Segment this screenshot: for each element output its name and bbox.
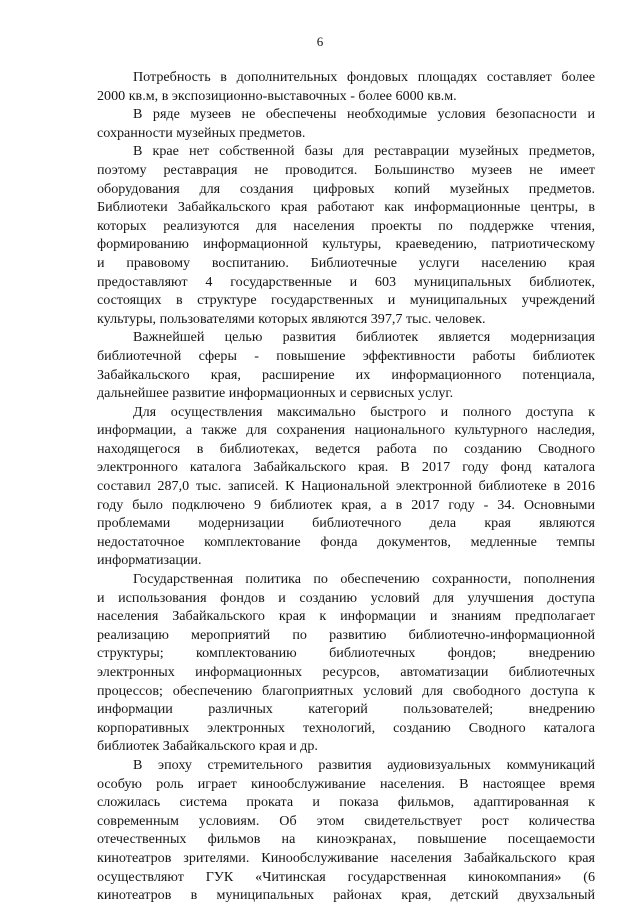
text-line: информатизации. [97,552,202,569]
text-line: процессов; обеспечению благоприятных условий для свободного доступа к [97,682,595,699]
text-line: электронного каталога Забайкальского края. В 2017 году фонд каталога [97,459,595,476]
text-line: проблемами модернизации библиотечного дела края являются [97,515,595,532]
text-line: формированию информационной культуры, краеведению, патриотическому [97,236,595,253]
text-line: Потребность в дополнительных фондовых площадях составляет более [133,69,595,85]
text-line: находящегося в библиотеках, ведется работа по созданию Сводного [97,440,595,457]
paragraph [97,142,595,328]
paragraph [97,403,595,570]
document-body [97,68,595,905]
text-line: особую роль играет кинообслуживание населения. В настоящее время [97,775,595,792]
text-line: современным условиям. Об этом свидетельствует рост количества [97,812,595,829]
text-line: библиотек Забайкальского края и др. [97,738,318,755]
text-line: библиотечной сферы - повышение эффективности работы библиотек [97,347,595,364]
text-line: и использования фондов и созданию условий для улучшения доступа [97,589,595,606]
text-line: Важнейшей целью развития библиотек является модернизация [133,329,595,346]
text-line: В крае нет собственной базы для реставрации музейных предметов, [133,143,595,160]
text-line: Библиотеки Забайкальского края работают как информационные центры, в [97,199,595,216]
text-line: В эпоху стремительного развития аудиовизуальных коммуникаций [133,756,595,773]
text-line: которых реализуются для населения проекты по поддержке чтения, [97,217,595,234]
text-line: корпоративных электронных технологий, созданию Сводного каталога [97,719,595,736]
text-line: кинотеатров в муниципальных районах края, детский двухзальный [97,887,595,904]
text-line: Забайкальского края, расширение их информационного потенциала, [97,366,595,383]
paragraph [97,68,595,105]
paragraph [97,570,595,756]
text-line: информации различных категорий пользователей; внедрению [97,701,595,718]
text-line: осуществляют ГУК «Читинская государственная кинокомпания» (6 [97,868,595,885]
text-line: состоящих в структуре государственных и муниципальных учреждений [97,292,595,309]
text-line: 2000 кв.м, в экспозиционно-выставочных - более 6000 кв.м. [97,87,457,104]
text-line: Государственная политика по обеспечению сохранности, пополнения [133,571,595,588]
text-line: недостаточное комплектование фонда документов, медленные темпы [97,533,595,550]
paragraph [97,105,595,142]
text-line: структуры; комплектованию библиотечных фондов; внедрению [97,645,595,662]
text-line: отечественных фильмов на киноэкранах, повышение посещаемости [97,831,595,848]
text-line: сложилась система проката и показа фильмов, адаптированная к [97,794,595,811]
text-line: оборудования для создания цифровых копий музейных предметов. [97,180,595,197]
text-line: составил 287,0 тыс. записей. К Национальной электронной библиотеке в 2016 [97,478,595,495]
text-line: электронных информационных ресурсов, автоматизации библиотечных [97,664,595,680]
text-line: предоставляют 4 государственные и 603 муниципальных библиотек, [97,273,595,290]
paragraph [97,328,595,402]
text-line: реализацию мероприятий по развитию библиотечно-информационной [97,626,595,643]
text-line: дальнейшее развитие информационных и сервисных услуг. [97,385,454,402]
text-line: и правовому воспитанию. Библиотечные услуги населению края [97,254,595,271]
text-line: поэтому реставрация не проводится. Большинство музеев не имеет [97,161,595,178]
text-line: Для осуществления максимально быстрого и полного доступа к [133,403,595,420]
text-line: культуры, пользователями которых являются 397,7 тыс. человек. [97,310,486,327]
text-line: информации, а также для сохранения национального культурного наследия, [97,422,595,439]
text-line: году было подключено 9 библиотек края, а в 2017 году - 34. Основными [97,496,595,513]
text-line: населения Забайкальского края к информации и знаниям предполагает [97,608,595,625]
text-line: сохранности музейных предметов. [97,124,306,141]
text-line: В ряде музеев не обеспечены необходимые условия безопасности и [133,106,595,123]
text-line: кинотеатров зрителями. Кинообслуживание населения Забайкальского края [97,849,595,866]
paragraph [97,756,595,905]
page-number: 6 [316,34,324,49]
